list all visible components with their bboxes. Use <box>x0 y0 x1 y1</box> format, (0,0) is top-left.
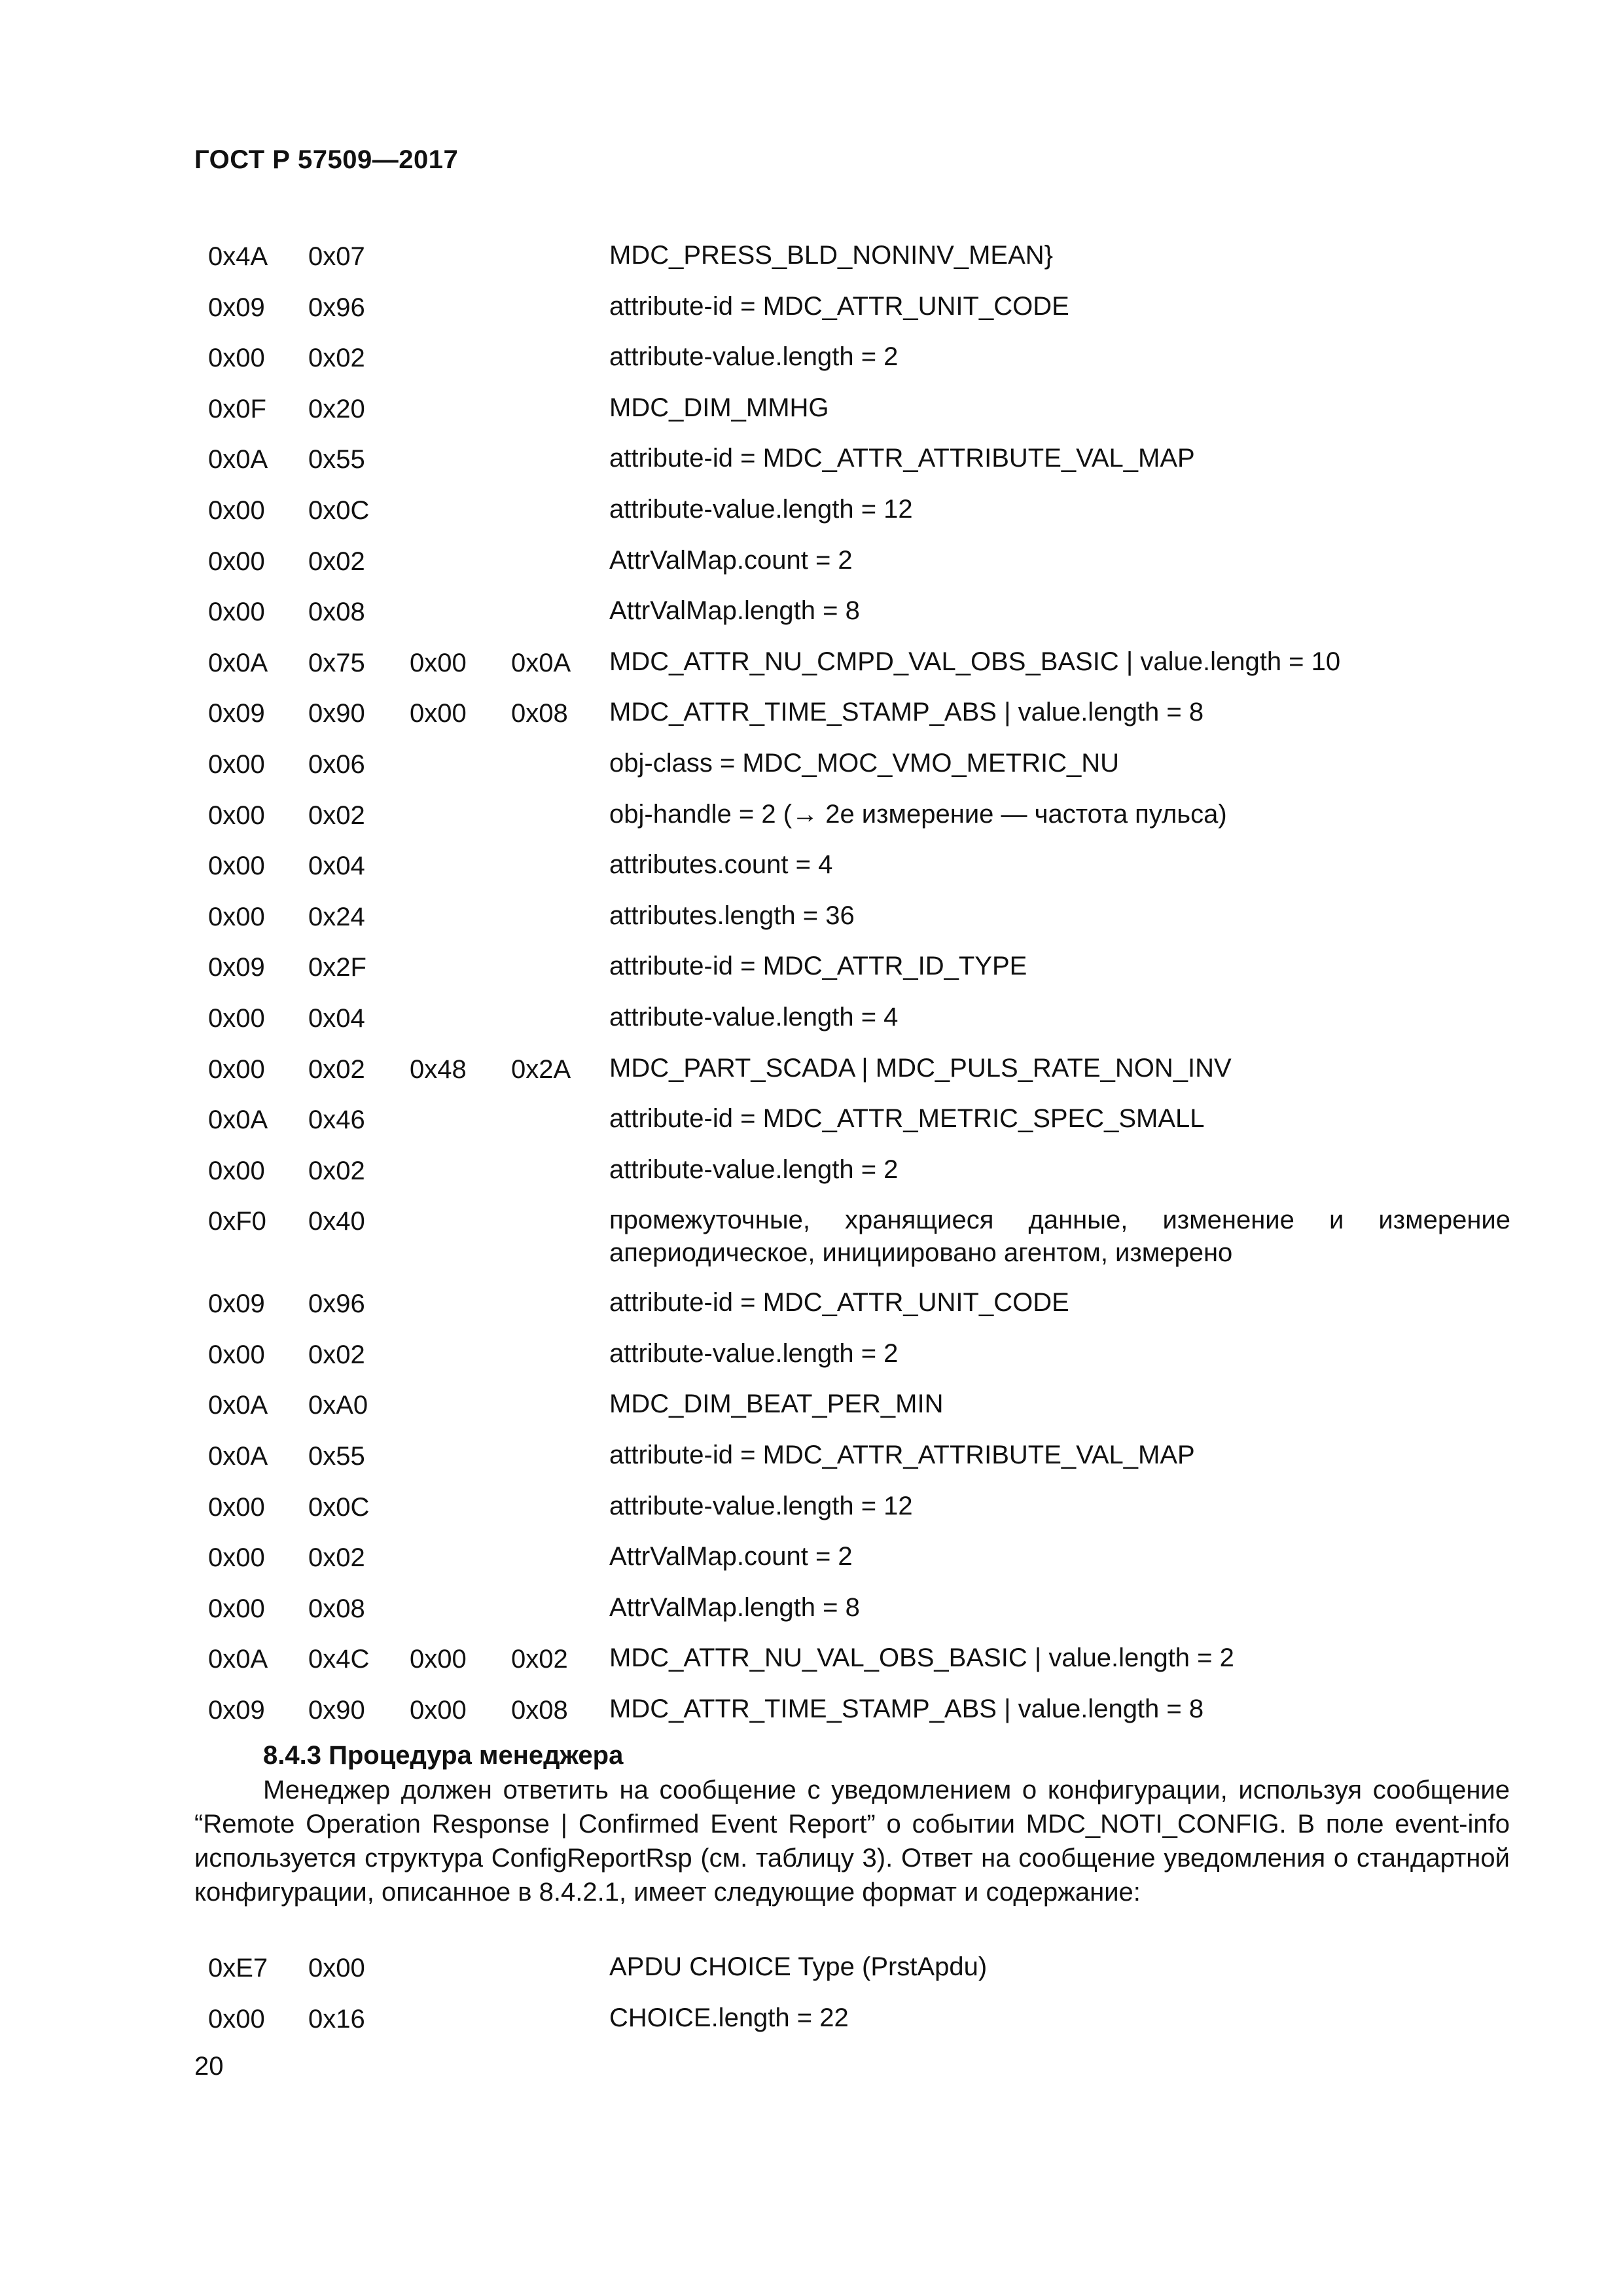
byte-2-cell: 0x02 <box>308 1543 365 1573</box>
byte-1-cell: 0x00 <box>208 800 265 830</box>
table-row <box>208 340 1510 391</box>
byte-1-cell: 0x0A <box>208 648 268 677</box>
byte-1-cell: 0x00 <box>208 852 265 881</box>
byte-1-cell: 0x00 <box>208 902 265 931</box>
table-row <box>208 950 1510 1001</box>
byte-2-cell: 0x08 <box>308 1594 365 1623</box>
byte-3-cell: 0x00 <box>410 648 467 677</box>
byte-3-cell: 0x48 <box>410 1054 467 1084</box>
byte-2-cell: 0x02 <box>308 1054 365 1084</box>
table-row <box>208 645 1510 696</box>
byte-2-cell: 0x02 <box>308 1156 365 1185</box>
byte-4-cell: 0x0A <box>511 648 571 677</box>
byte-2-cell: 0x20 <box>308 394 365 423</box>
byte-2-cell: 0x4C <box>308 1645 370 1674</box>
byte-2-cell: 0x0C <box>308 1492 370 1522</box>
byte-1-cell: 0x09 <box>208 1289 265 1319</box>
table-row <box>208 1286 1510 1337</box>
table-row <box>208 1540 1510 1591</box>
table-row <box>208 1439 1510 1490</box>
table-row <box>208 1052 1510 1103</box>
byte-2-cell: 0x04 <box>308 852 365 881</box>
byte-1-cell: 0x09 <box>208 953 265 982</box>
page-number: 20 <box>194 2052 224 2081</box>
table-row <box>208 594 1510 645</box>
description-cell: MDC_ATTR_NU_VAL_OBS_BASIC | value.length = 2 <box>609 1643 1234 1673</box>
table-row <box>208 1388 1510 1439</box>
description-cell: MDC_PART_SCADA | MDC_PULS_RATE_NON_INV <box>609 1053 1232 1083</box>
byte-1-cell: 0x4A <box>208 242 268 271</box>
byte-2-cell: 0x02 <box>308 1340 365 1369</box>
byte-1-cell: 0x0F <box>208 394 266 423</box>
description-cell: attributes.count = 4 <box>609 850 833 880</box>
byte-4-cell: 0x02 <box>511 1645 568 1674</box>
byte-2-cell: 0x55 <box>308 445 365 475</box>
byte-2-cell: 0xA0 <box>308 1391 368 1420</box>
description-cell: attribute-id = MDC_ATTR_ATTRIBUTE_VAL_MAP <box>609 1441 1195 1470</box>
table-row <box>208 493 1510 544</box>
section-title: 8.4.3 Процедура менеджера <box>263 1741 624 1770</box>
description-cell: AttrValMap.length = 8 <box>609 1592 860 1622</box>
table-row <box>208 1591 1510 1642</box>
table-row <box>208 1102 1510 1153</box>
byte-1-cell: 0x0A <box>208 1391 268 1420</box>
byte-3-cell: 0x00 <box>410 699 467 728</box>
byte-1-cell: 0x0A <box>208 1442 268 1471</box>
table-row <box>208 1693 1510 1744</box>
description-cell: attribute-value.length = 12 <box>609 1491 913 1520</box>
byte-1-cell: 0x09 <box>208 699 265 728</box>
description-cell: MDC_PRESS_BLD_NONINV_MEAN} <box>609 241 1053 270</box>
table-row <box>208 1153 1510 1204</box>
description-cell: attribute-id = MDC_ATTR_METRIC_SPEC_SMALL <box>609 1104 1205 1134</box>
byte-2-cell: 0x04 <box>308 1003 365 1033</box>
table-row <box>208 848 1510 899</box>
byte-4-cell: 0x08 <box>511 699 568 728</box>
description-cell: obj-handle = 2 (→ 2е измерение — частота пульса) <box>609 799 1227 829</box>
table-row <box>208 1001 1510 1052</box>
description-cell: AttrValMap.count = 2 <box>609 1542 853 1571</box>
byte-2-cell: 0x90 <box>308 1696 365 1725</box>
byte-4-cell: 0x2A <box>511 1054 571 1084</box>
description-cell: MDC_ATTR_TIME_STAMP_ABS | value.length = 8 <box>609 698 1204 727</box>
description-cell: CHOICE.length = 22 <box>609 2003 849 2032</box>
byte-1-cell: 0x00 <box>208 547 265 576</box>
byte-3-cell: 0x00 <box>410 1696 467 1725</box>
byte-1-cell: 0x00 <box>208 1340 265 1369</box>
description-cell: MDC_ATTR_TIME_STAMP_ABS | value.length = 8 <box>609 1695 1204 1724</box>
byte-1-cell: 0xE7 <box>208 1954 268 1982</box>
byte-2-cell: 0x96 <box>308 1289 365 1319</box>
description-cell: attribute-id = MDC_ATTR_UNIT_CODE <box>609 291 1069 321</box>
description-cell: промежуточные, хранящиеся данные, изменение и измерение апериодическое, инициировано агентом, измерено <box>609 1206 1510 1268</box>
description-cell: attribute-id = MDC_ATTR_ATTRIBUTE_VAL_MAP <box>609 444 1195 473</box>
byte-1-cell: 0x00 <box>208 495 265 525</box>
byte-1-cell: 0x00 <box>208 1156 265 1185</box>
table-row <box>208 239 1510 290</box>
table-row <box>208 290 1510 341</box>
byte-1-cell: 0x00 <box>208 1054 265 1084</box>
table-row <box>208 1490 1510 1541</box>
byte-2-cell: 0x07 <box>308 242 365 271</box>
description-cell: attribute-id = MDC_ATTR_UNIT_CODE <box>609 1288 1069 1318</box>
table-row <box>208 747 1510 798</box>
byte-1-cell: 0x00 <box>208 1594 265 1623</box>
section-8-4-3 <box>194 1738 1510 1909</box>
table-row <box>208 2001 1510 2053</box>
byte-1-cell: 0x0A <box>208 1105 268 1135</box>
table-row <box>208 1337 1510 1388</box>
encoding-table <box>208 239 1510 1744</box>
byte-2-cell: 0x55 <box>308 1442 365 1471</box>
byte-2-cell: 0x08 <box>308 598 365 627</box>
byte-2-cell: 0x02 <box>308 800 365 830</box>
byte-1-cell: 0x00 <box>208 2004 265 2034</box>
byte-1-cell: 0xF0 <box>208 1207 266 1236</box>
response-table <box>208 1950 1510 2052</box>
description-cell: attribute-value.length = 2 <box>609 1338 899 1368</box>
byte-2-cell: 0x02 <box>308 547 365 576</box>
table-row <box>208 1641 1510 1693</box>
byte-2-cell: 0x90 <box>308 699 365 728</box>
byte-2-cell: 0x0C <box>308 495 370 525</box>
section-body: Менеджер должен ответить на сообщение с уведомлением о конфигурации, используя сообщение “Remote Operation Response | Confirmed Event Report” о событии MDC_NOTI_CONFIG. В поле event-info используется структура ConfigReportRsp (см. таблицу 3). Ответ на сообщение уведомления о стандартной конфигурации, описанное в 8.4.2.1, имеет следующие формат и содержание: <box>194 1776 1510 1907</box>
byte-2-cell: 0x16 <box>308 2004 365 2034</box>
table-row <box>208 1204 1510 1286</box>
description-cell: obj-class = MDC_MOC_VMO_METRIC_NU <box>609 748 1120 778</box>
byte-1-cell: 0x00 <box>208 1543 265 1573</box>
description-cell: APDU CHOICE Type (PrstApdu) <box>609 1952 988 1981</box>
byte-1-cell: 0x0A <box>208 1645 268 1674</box>
byte-1-cell: 0x00 <box>208 344 265 373</box>
byte-2-cell: 0x40 <box>308 1207 365 1236</box>
document-header: ГОСТ Р 57509—2017 <box>194 145 459 174</box>
description-cell: attribute-value.length = 4 <box>609 1002 899 1031</box>
byte-1-cell: 0x00 <box>208 1003 265 1033</box>
description-cell: AttrValMap.length = 8 <box>609 596 860 626</box>
table-row <box>208 391 1510 442</box>
byte-1-cell: 0x0A <box>208 445 268 475</box>
description-cell: attribute-value.length = 2 <box>609 342 899 372</box>
byte-4-cell: 0x08 <box>511 1696 568 1725</box>
byte-3-cell: 0x00 <box>410 1645 467 1674</box>
table-row <box>208 696 1510 747</box>
byte-1-cell: 0x09 <box>208 1696 265 1725</box>
byte-2-cell: 0x96 <box>308 293 365 322</box>
byte-1-cell: 0x00 <box>208 598 265 627</box>
byte-1-cell: 0x00 <box>208 749 265 779</box>
byte-2-cell: 0x2F <box>308 953 366 982</box>
description-cell: MDC_DIM_BEAT_PER_MIN <box>609 1390 944 1419</box>
table-row <box>208 899 1510 950</box>
byte-1-cell: 0x09 <box>208 293 265 322</box>
description-cell: MDC_DIM_MMHG <box>609 393 829 422</box>
table-row <box>208 1950 1510 2001</box>
description-cell: attribute-value.length = 2 <box>609 1155 899 1184</box>
description-cell: attributes.length = 36 <box>609 901 855 930</box>
byte-2-cell: 0x46 <box>308 1105 365 1135</box>
table-row <box>208 544 1510 595</box>
byte-2-cell: 0x75 <box>308 648 365 677</box>
byte-2-cell: 0x06 <box>308 749 365 779</box>
byte-1-cell: 0x00 <box>208 1492 265 1522</box>
byte-2-cell: 0x24 <box>308 902 365 931</box>
byte-2-cell: 0x00 <box>308 1954 365 1982</box>
description-cell: attribute-value.length = 12 <box>609 494 913 524</box>
table-row <box>208 442 1510 493</box>
description-cell: MDC_ATTR_NU_CMPD_VAL_OBS_BASIC | value.length = 10 <box>609 647 1341 676</box>
description-cell: attribute-id = MDC_ATTR_ID_TYPE <box>609 952 1027 981</box>
byte-2-cell: 0x02 <box>308 344 365 373</box>
description-cell: AttrValMap.count = 2 <box>609 545 853 575</box>
table-row <box>208 798 1510 849</box>
